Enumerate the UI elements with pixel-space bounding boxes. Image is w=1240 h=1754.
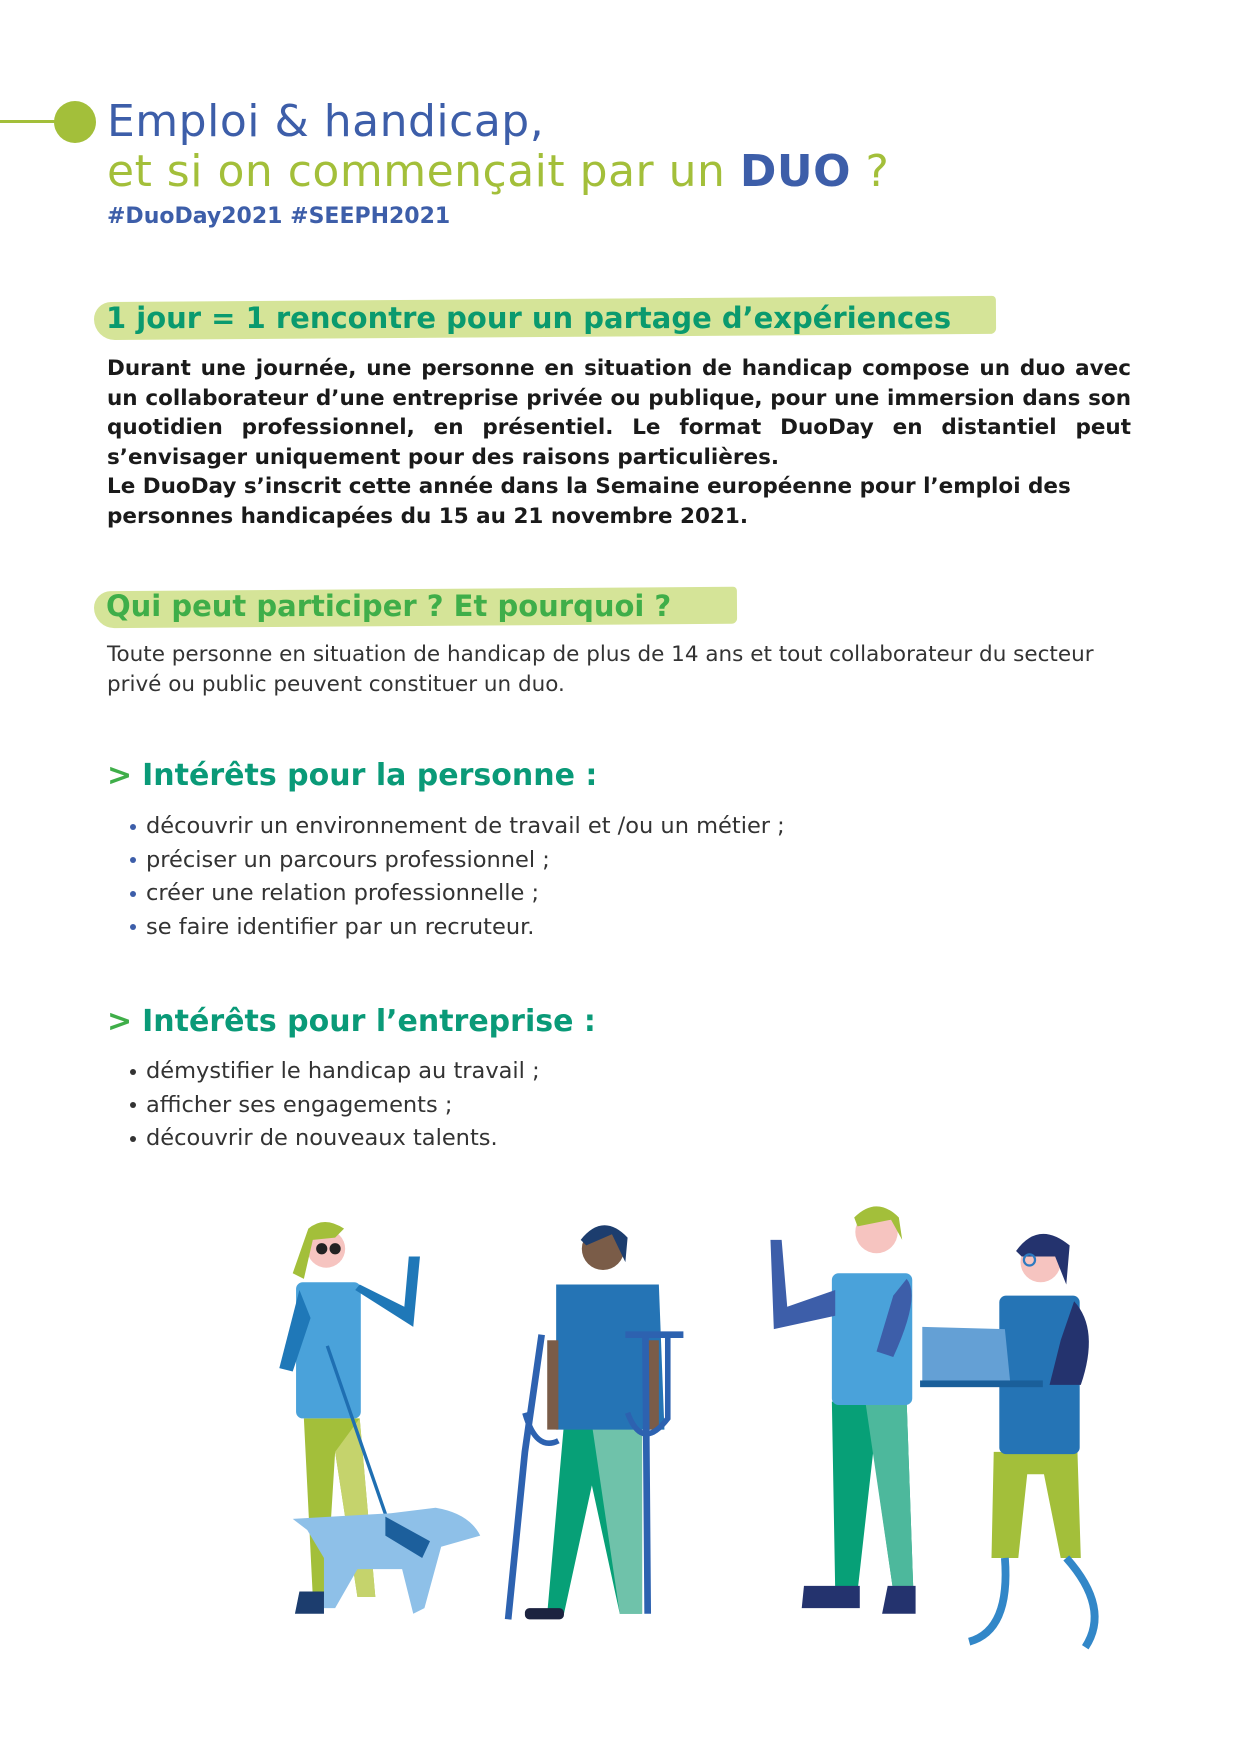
title-suffix: ? (865, 146, 890, 197)
hashtags: #DuoDay2021 #SEEPH2021 (107, 204, 451, 229)
item-text: découvrir de nouveaux talents. (146, 1125, 498, 1151)
bullet-icon (130, 924, 136, 930)
list-item (130, 911, 785, 945)
man-pointing-figure (770, 1206, 915, 1613)
page-title-line1: Emploi & handicap, (107, 96, 545, 147)
item-text: découvrir un environnement de travail et /ou un métier ; (146, 813, 785, 839)
bullet-icon (130, 891, 136, 897)
interests-person-heading (107, 758, 597, 793)
bullet-icon (130, 1102, 136, 1108)
item-text: préciser un parcours professionnel ; (146, 846, 550, 873)
list-item (130, 877, 785, 911)
item-text: se faire identifier par un recruteur. (146, 913, 535, 940)
item-text: démystifier le handicap au travail ; (146, 1058, 540, 1084)
bullet-icon (130, 824, 136, 830)
bullet-icon (130, 857, 136, 863)
list-item (130, 1089, 540, 1123)
interests-company-list (130, 1055, 540, 1156)
list-item (130, 1122, 540, 1156)
chevron-marker: > (107, 758, 133, 793)
section2-heading: Qui peut participer ? Et pourquoi ? (106, 589, 672, 623)
heading-text: Intérêts pour la personne : (142, 758, 598, 793)
bullet-icon (130, 1069, 136, 1075)
man-with-crutches-figure (508, 1225, 683, 1619)
title-prefix: et si on commençait par un (107, 146, 726, 197)
section1-paragraph-1: Durant une journée, une personne en situation de handicap compose un duo avec un collaborateur d’une entreprise privée ou publique, pour une immersion dans son quotidien professionnel, en présentiel. Le format DuoDay en distantiel peut s’envisager uniquement pour des raisons particulières. (107, 356, 1131, 470)
people-illustration (268, 1184, 1139, 1664)
list-item (130, 810, 785, 844)
interests-company-heading (107, 1004, 596, 1039)
chevron-marker: > (107, 1004, 133, 1039)
heading-text: Intérêts pour l’entreprise : (142, 1004, 596, 1039)
bullet-icon (130, 1136, 136, 1142)
interests-person-list (130, 810, 785, 944)
list-item (130, 844, 785, 878)
section1-text (107, 354, 1131, 532)
section1-paragraph-2: Le DuoDay s’inscrit cette année dans la Semaine européenne pour l’emploi des personnes handicapées du 15 au 21 novembre 2021. (107, 474, 1071, 529)
list-item (130, 1055, 540, 1089)
person-with-laptop-figure (920, 1234, 1095, 1647)
page-title-line2 (107, 146, 889, 197)
section2-paragraph: Toute personne en situation de handicap de plus de 14 ans et tout collaborateur du secteur privé ou public peuvent constituer un duo. (107, 642, 1094, 697)
decorative-dot (54, 101, 96, 143)
item-text: créer une relation professionnelle ; (146, 880, 540, 906)
woman-with-dog-figure (279, 1222, 480, 1614)
title-emphasis: DUO (739, 146, 852, 197)
item-text: afficher ses engagements ; (146, 1091, 453, 1118)
decorative-line (0, 120, 60, 123)
section1-heading: 1 jour = 1 rencontre pour un partage d’expériences (106, 301, 952, 335)
